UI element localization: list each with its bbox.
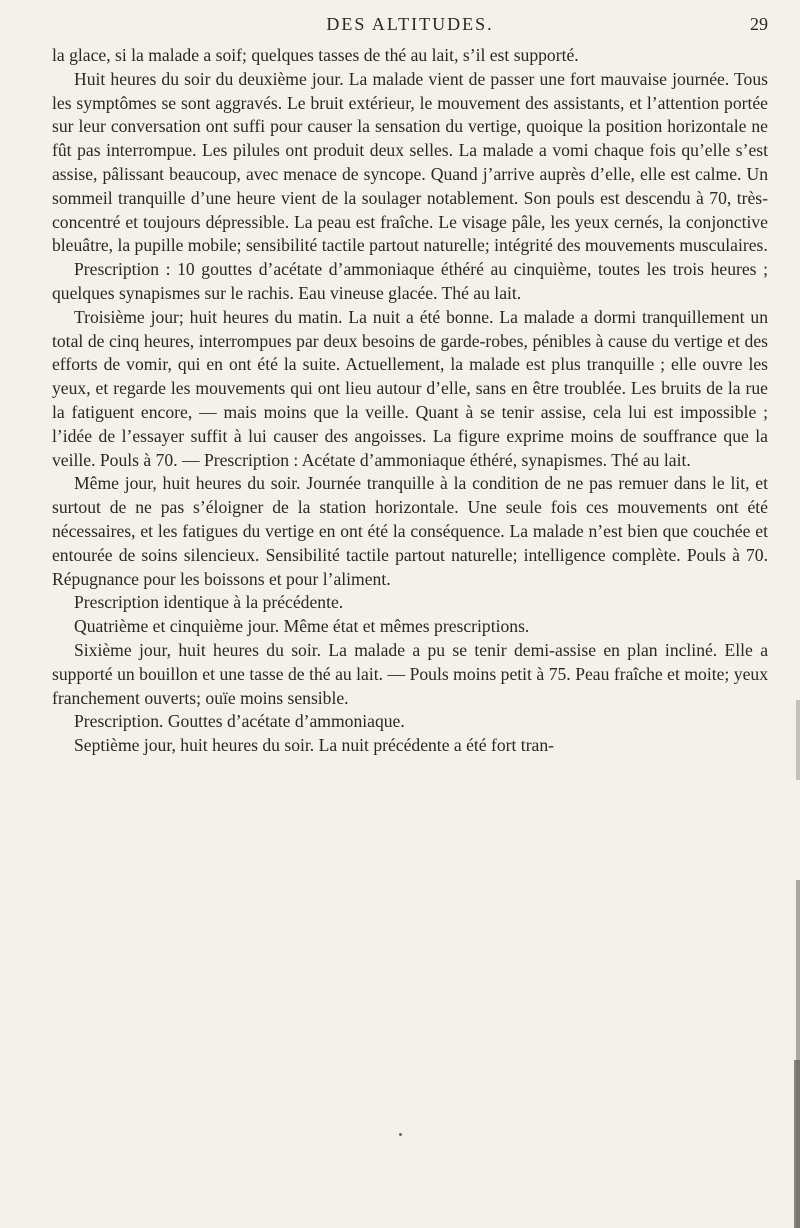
page-number: 29 — [750, 14, 768, 34]
paragraph-prescription-2: Prescription identique à la précédente. — [74, 592, 344, 613]
paragraph-continuation: la glace, si la malade a soif; quelques tasses de thé au lait, s’il est supporté. — [52, 45, 579, 65]
paragraph-third-day-morning: Troisième jour; huit heures du matin. La nuit a été bonne. La malade a dormi tranquillement un total de cinq heures, interrompues par deux besoins de garde-robes, pénibles à cause du vertige et des efforts de vomir, qui en ont été la suite. Actuellement, la malade est plus tranquille ; elle ouvre les yeux, et regarde les mouvements qui ont lieu autour d’elle, sans en être troublée. Les bruits de la rue la fatiguent encore, — mais moins que la veille. Quant à se tenir assise, cela lui est impossible ; l’idée de l’essayer suffit à lui causer des angoisses. La figure exprime moins de souffrance que la veille. Pouls à 70. — Prescription : Acétate d’ammoniaque éthéré, synapismes. Thé au lait. — [52, 306, 768, 470]
page-edge-shadow — [796, 700, 800, 780]
running-title: DES ALTITUDES. — [326, 14, 494, 34]
paragraph-seventh-day: Septième jour, huit heures du soir. La nuit précédente a été fort tran- — [74, 735, 555, 756]
paragraph-prescription-3: Prescription. Gouttes d’acétate d’ammoniaque. — [74, 711, 405, 732]
paragraph-prescription-1: Prescription : 10 gouttes d’acétate d’ammoniaque éthéré au cinquième, toutes les trois heures ; quelques synapismes sur le rachis. Eau vineuse glacée. Thé au lait. — [52, 259, 768, 303]
page-edge-shadow — [794, 1060, 800, 1228]
paragraph-fourth-fifth-day: Quatrième et cinquième jour. Même état et mêmes prescriptions. — [74, 616, 530, 637]
paragraph-third-day-evening: Même jour, huit heures du soir. Journée tranquille à la condition de ne pas remuer dans le lit, et surtout de ne pas s’éloigner de la station horizontale. Une seule fois ces mouvements ont été nécessaires, et les fatigues du vertige en ont été la conséquence. La malade n’est bien que couchée et entourée de soins silencieux. Sensibilité tactile partout naturelle; intelligence complète. Pouls à 70. Répugnance pour les boissons et pour l’aliment. — [52, 473, 768, 589]
print-speck — [399, 1133, 402, 1136]
paragraph-sixth-day: Sixième jour, huit heures du soir. La malade a pu se tenir demi-assise en plan incliné. Elle a supporté un bouillon et une tasse de thé au lait. — Pouls moins petit à 75. Peau fraîche et moite; yeux franchement ouverts; ouïe moins sensible. — [52, 639, 768, 708]
paragraph-second-day-evening: Huit heures du soir du deuxième jour. La malade vient de passer une fort mauvaise journée. Tous les symptômes se sont aggravés. Le bruit extérieur, le mouvement des assistants, et l’attention portée sur leur conversation ont suffi pour causer la sensation du vertige, quoique la position horizontale ne fût pas interrompue. Les pilules ont produit deux selles. La malade a vomi chaque fois qu’elle s’est assise, pâlissant beaucoup, avec menace de syncope. Quand j’arrive auprès d’elle, elle est calme. Un sommeil tranquille d’une heure vient de la soulager notablement. Son pouls est descendu à 70, très-concentré et toujours dépressible. La peau est fraîche. Le visage pâle, les yeux cernés, la conjonctive bleuâtre, la pupille mobile; sensibilité tactile partout naturelle; intégrité des mouvements musculaires. — [52, 68, 768, 256]
running-head — [52, 11, 768, 37]
body-text — [52, 44, 768, 758]
